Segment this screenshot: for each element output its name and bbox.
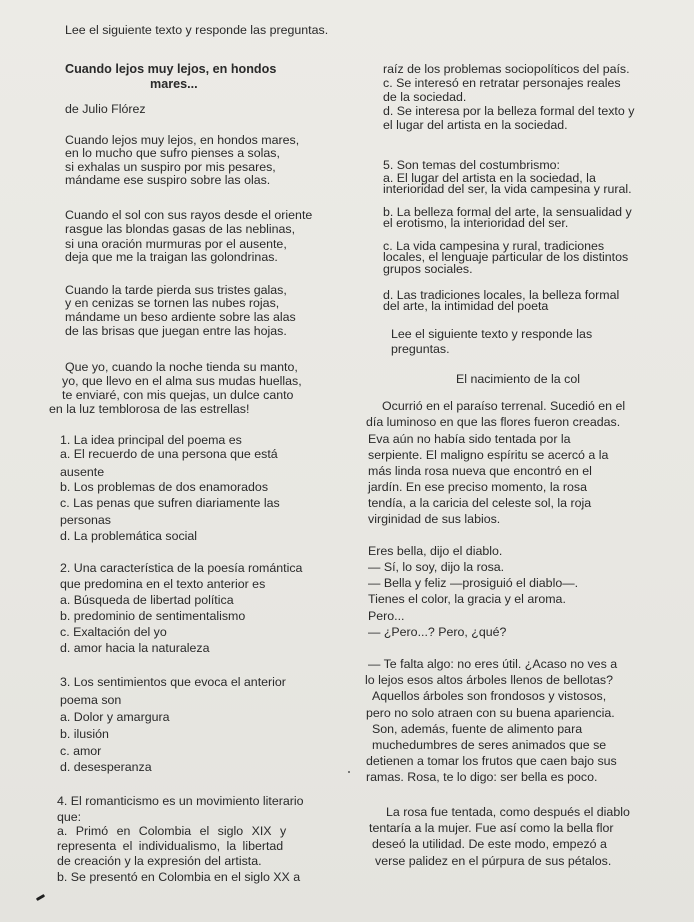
question-3-option-c[interactable]: c. amor <box>60 744 102 758</box>
question-3-stem-cont: poema son <box>60 693 122 707</box>
poem-line: en lo mucho que sufro pienses a solas, <box>65 146 280 160</box>
question-4-option-c[interactable]: c. Se interesó en retratar personajes reales <box>383 76 621 90</box>
question-5-option-d[interactable]: d. Las tradiciones locales, la belleza formal <box>383 288 620 302</box>
story-line: Eres bella, dijo el diablo. <box>368 544 503 558</box>
poem-line: si una oración murmuras por el ausente, <box>65 237 287 251</box>
story-line: deseó la utilidad. De este modo, empezó a <box>372 837 607 851</box>
question-4-option-d-cont: el lugar del artista en la sociedad. <box>383 118 568 132</box>
story-line: — Te falta algo: no eres útil. ¿Acaso no ves a <box>368 657 618 671</box>
question-4-option-c-cont: de la sociedad. <box>383 90 467 104</box>
story-line: virginidad de sus labios. <box>368 512 501 526</box>
poem-line: mándame ese suspiro sobre las olas. <box>65 173 271 187</box>
poem-line: yo, que llevo en el alma sus mudas huellas, <box>62 374 302 388</box>
question-4-option-b[interactable]: b. Se presentó en Colombia en el siglo XX a <box>57 870 301 884</box>
question-5-option-c[interactable]: c. La vida campesina y rural, tradiciones <box>383 239 605 253</box>
question-1-option-c-cont: personas <box>60 513 111 527</box>
question-5-option-a-cont: interioridad del ser, la vida campesina y rural. <box>383 182 632 196</box>
question-5-option-d-cont: del arte, la intimidad del poeta <box>383 299 549 313</box>
story-line: tendía, a la caricia del celeste sol, la roja <box>368 496 592 510</box>
poem-line: Cuando lejos muy lejos, en hondos mares, <box>65 133 300 147</box>
poem-author: de Julio Flórez <box>65 102 146 116</box>
story-line: más linda rosa nueva que encontró en el <box>368 464 592 478</box>
question-4-option-d[interactable]: d. Se interesa por la belleza formal del texto y <box>383 104 635 118</box>
story-line: La rosa fue tentada, como después el diablo <box>386 805 630 819</box>
story-line: serpiente. El maligno espíritu se acercó a la <box>368 448 609 462</box>
question-4-stem-cont: que: <box>57 810 82 824</box>
pen-mark <box>36 894 45 901</box>
story-line: Tienes el color, la gracia y el aroma. <box>368 592 566 606</box>
poem-line: Que yo, cuando la noche tienda su manto, <box>65 360 298 374</box>
story-line: Son, además, fuente de alimento para <box>372 722 583 736</box>
poem-line: en la luz temblorosa de las estrellas! <box>49 402 250 416</box>
poem-line: te enviaré, con mis quejas, un dulce canto <box>62 388 294 402</box>
question-4-option-a-cont: representa el individualismo, la libertad <box>57 839 284 853</box>
story-line: jardín. En ese preciso momento, la rosa <box>368 480 588 494</box>
question-2-option-c[interactable]: c. Exaltación del yo <box>60 625 167 639</box>
story-line: detienen a tomar los frutos que caen bajo sus <box>366 754 617 768</box>
question-5-option-b[interactable]: b. La belleza formal del arte, la sensualidad y <box>383 205 632 219</box>
question-5-option-c-cont: grupos sociales. <box>383 262 473 276</box>
story-line: día luminoso en que las flores fueron creadas. <box>366 415 621 429</box>
story-instruction-cont: preguntas. <box>391 342 450 356</box>
story-instruction: Lee el siguiente texto y responde las <box>391 327 593 341</box>
question-4-stem: 4. El romanticismo es un movimiento literario <box>57 794 304 808</box>
question-3-option-d[interactable]: d. desesperanza <box>60 760 152 774</box>
instruction-text: Lee el siguiente texto y responde las preguntas. <box>65 23 329 37</box>
story-title: El nacimiento de la col <box>456 372 580 386</box>
story-line: muchedumbres de seres animados que se <box>372 738 607 752</box>
question-3-stem: 3. Los sentimientos que evoca el anterior <box>60 675 286 689</box>
question-5-option-c-cont: locales, el lenguaje particular de los distintos <box>383 250 629 264</box>
question-2-option-a[interactable]: a. Búsqueda de libertad política <box>60 593 234 607</box>
question-1-option-b[interactable]: b. Los problemas de dos enamorados <box>60 480 269 494</box>
question-1-option-a-cont: ausente <box>60 465 105 479</box>
poem-title: Cuando lejos muy lejos, en hondos <box>65 62 277 76</box>
poem-line: deja que me la traigan las golondrinas. <box>65 250 278 264</box>
story-line: — Sí, lo soy, dijo la rosa. <box>368 560 505 574</box>
poem-title-line2: mares... <box>150 77 198 91</box>
question-5-stem: 5. Son temas del costumbrismo: <box>383 158 560 172</box>
story-line: — ¿Pero...? Pero, ¿qué? <box>368 625 507 639</box>
story-line: Pero... <box>368 609 405 623</box>
story-line: ramas. Rosa, te lo digo: ser bella es poco. <box>366 770 598 784</box>
poem-line: si exhalas un suspiro por mis pesares, <box>65 160 276 174</box>
poem-line: Cuando la tarde pierda sus tristes galas, <box>65 283 287 297</box>
question-2-option-d[interactable]: d. amor hacia la naturaleza <box>60 641 210 655</box>
story-line: tentaría a la mujer. Fue así como la bella flor <box>369 821 614 835</box>
poem-line: Cuando el sol con sus rayos desde el oriente <box>65 208 313 222</box>
question-1-option-d[interactable]: d. La problemática social <box>60 529 198 543</box>
story-line: Eva aún no había sido tentada por la <box>368 432 571 446</box>
question-2-option-b[interactable]: b. predominio de sentimentalismo <box>60 609 246 623</box>
question-4-option-a[interactable]: a. Primó en Colombia el siglo XIX y <box>57 824 287 838</box>
story-line: Aquellos árboles son frondosos y vistosos, <box>372 689 607 703</box>
question-1-option-c[interactable]: c. Las penas que sufren diariamente las <box>60 496 280 510</box>
poem-line: y en cenizas se tornen las nubes rojas, <box>65 296 280 310</box>
question-5-option-b-cont: el erotismo, la interioridad del ser. <box>383 216 569 230</box>
poem-line: de las brisas que juegan entre las hojas. <box>65 324 287 338</box>
story-line: pero no solo atraen con su buena apariencia. <box>366 706 615 720</box>
question-3-option-b[interactable]: b. ilusión <box>60 727 109 741</box>
question-1-option-a[interactable]: a. El recuerdo de una persona que está <box>60 447 278 461</box>
question-2-stem: 2. Una característica de la poesía romántica <box>60 561 303 575</box>
question-5-option-a[interactable]: a. El lugar del artista en la sociedad, la <box>383 171 596 185</box>
poem-line: mándame un beso ardiente sobre las alas <box>65 310 296 324</box>
question-2-stem-cont: que predomina en el texto anterior es <box>60 577 266 591</box>
question-3-option-a[interactable]: a. Dolor y amargura <box>60 710 170 724</box>
story-line: verse palidez en el púrpura de sus pétalos. <box>375 854 612 868</box>
question-4-continuation: raíz de los problemas sociopolíticos del país. <box>383 62 630 76</box>
question-1-stem: 1. La idea principal del poema es <box>60 433 242 447</box>
question-4-option-a-cont: de creación y la expresión del artista. <box>57 854 262 868</box>
poem-line: rasgue las blondas gasas de las neblinas, <box>65 222 296 236</box>
stray-dot <box>348 771 350 773</box>
story-line: lo lejos esos altos árboles llenos de bellotas? <box>365 673 613 687</box>
story-line: Ocurrió en el paraíso terrenal. Sucedió en el <box>382 399 626 413</box>
story-line: — Bella y feliz —prosiguió el diablo—. <box>368 576 579 590</box>
